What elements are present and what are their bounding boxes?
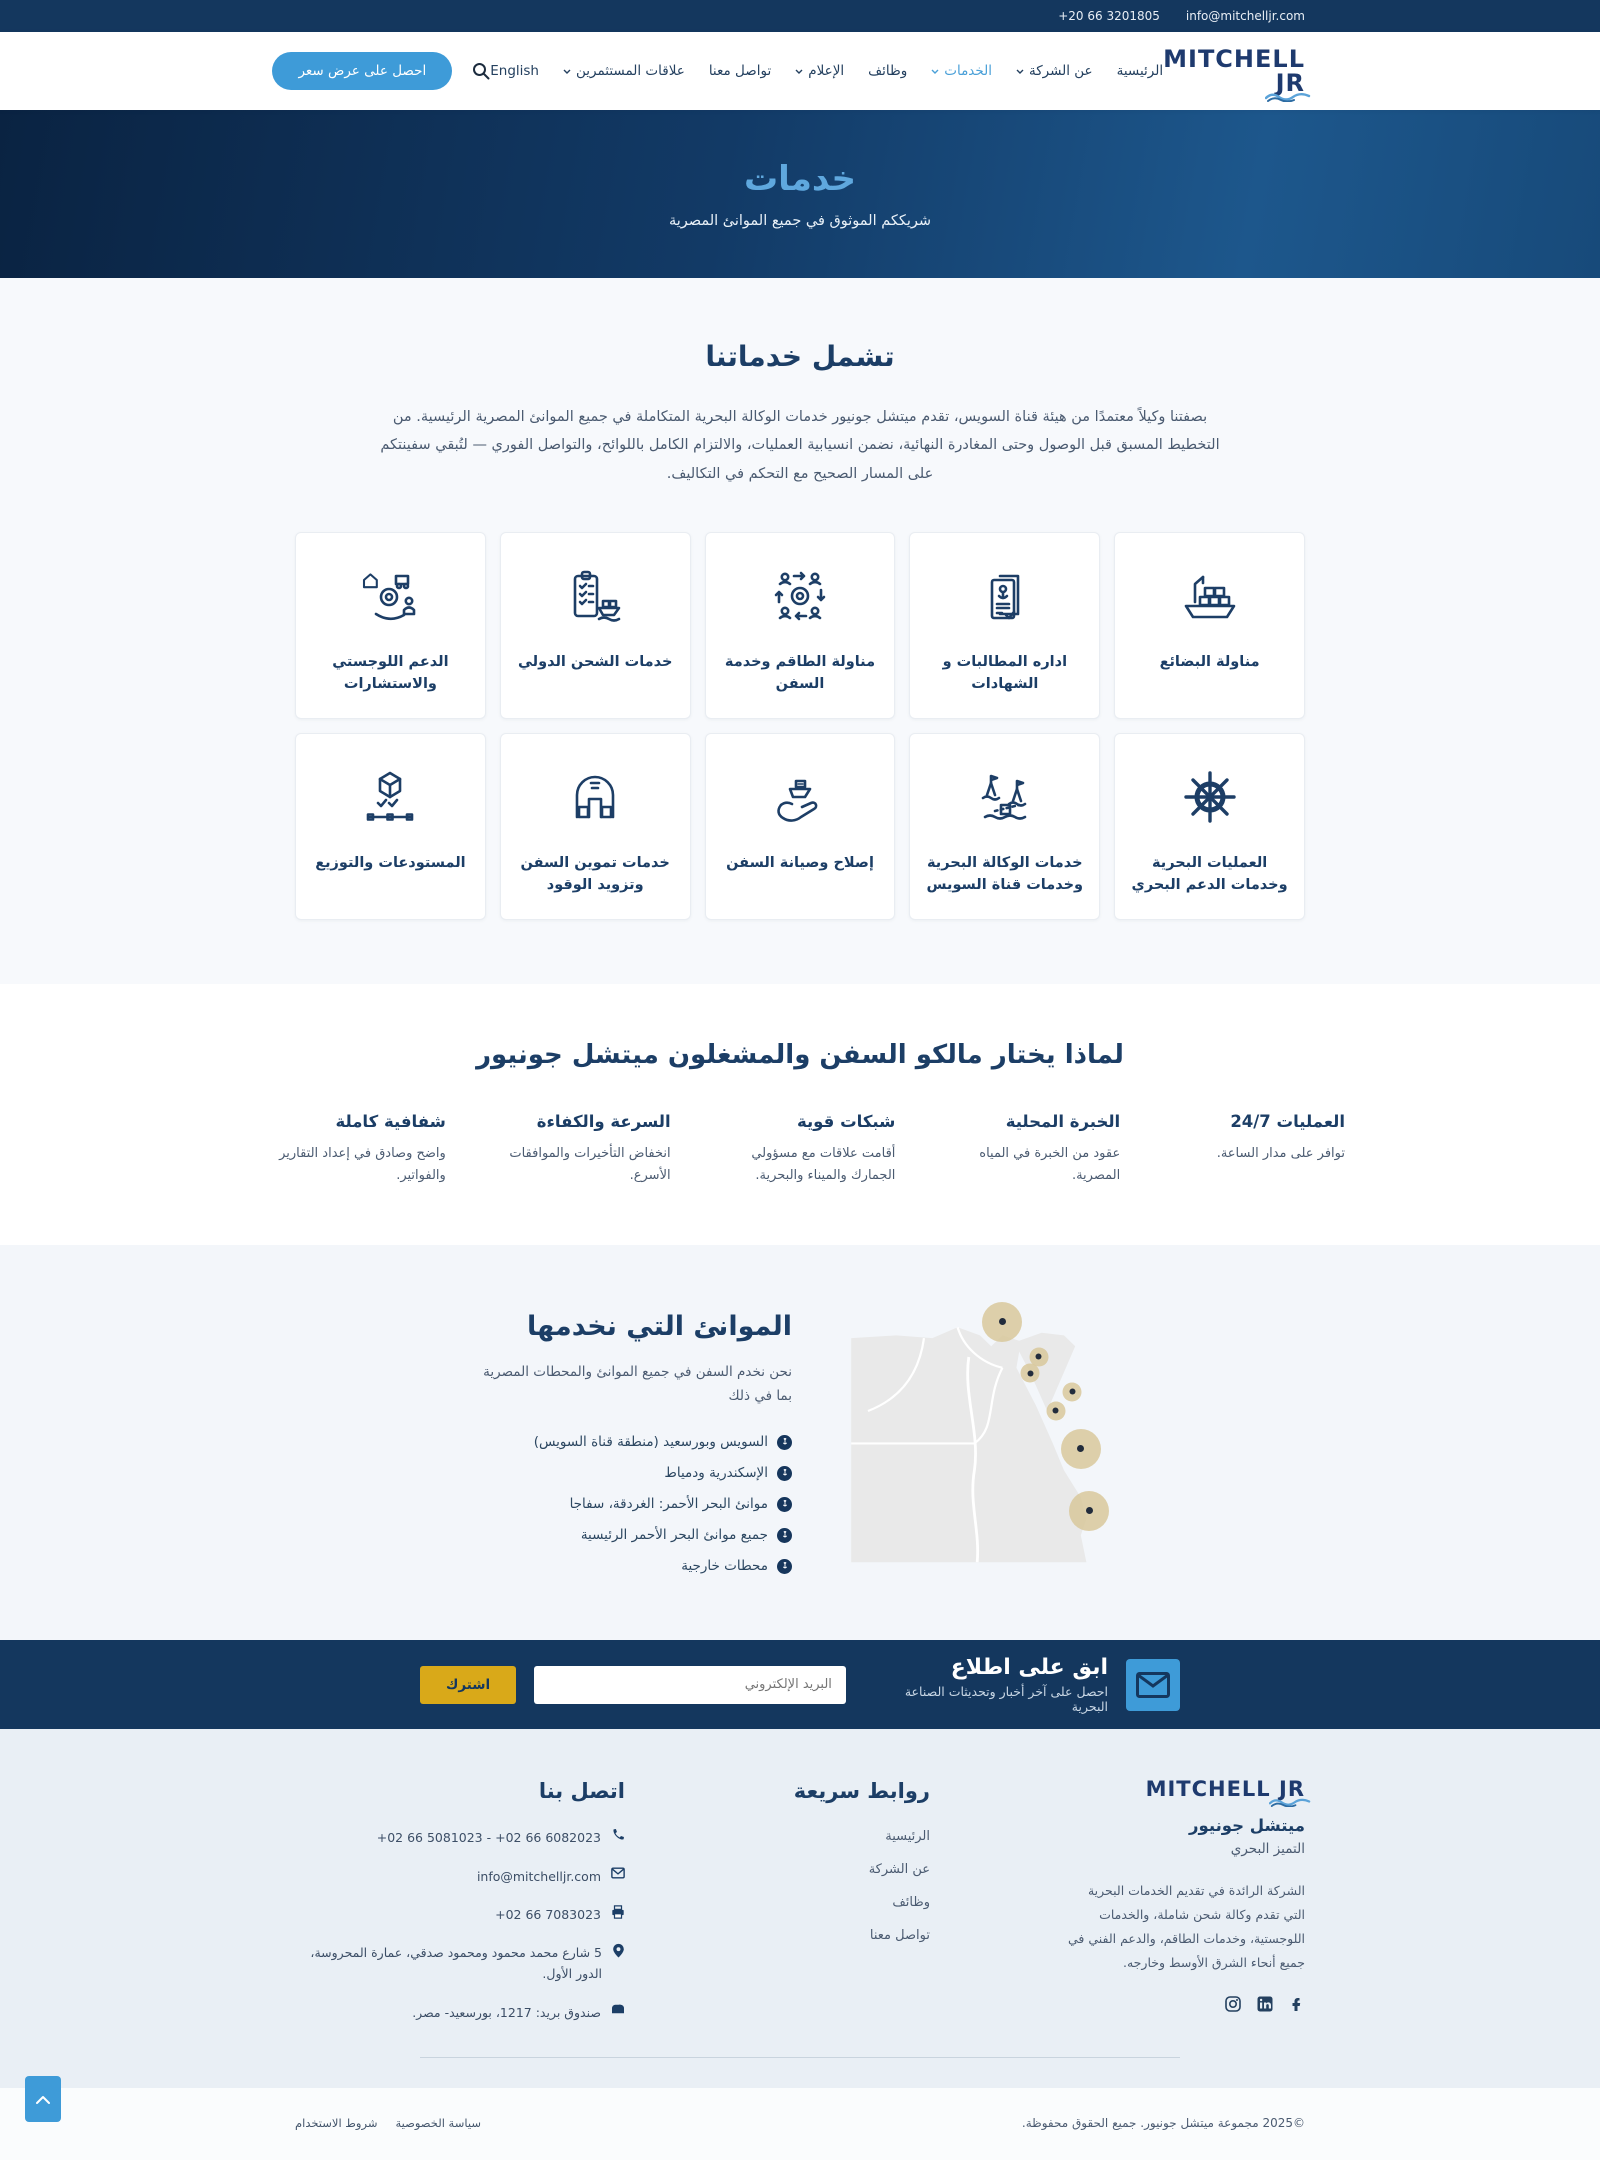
- port-list-item: الإسكندرية ودمياط: [480, 1465, 792, 1481]
- port-marker: [1063, 1382, 1082, 1401]
- fax-icon: [611, 1905, 625, 1919]
- footer-links-column: [760, 1779, 930, 1957]
- logistics-consulting-icon: [358, 564, 422, 628]
- footer-logo-text: MITCHELL JR: [1145, 1777, 1305, 1802]
- why-choose-section: [0, 984, 1600, 1245]
- social-links: [1065, 1996, 1305, 2012]
- ship-helm-icon: [1178, 765, 1242, 829]
- port-marker: [1069, 1491, 1109, 1531]
- canal-agency-icon: [973, 765, 1037, 829]
- footer-link-careers[interactable]: وظائف: [892, 1895, 930, 1911]
- footer-logo[interactable]: [1065, 1779, 1305, 1800]
- nav-media[interactable]: الإعلام: [795, 63, 844, 79]
- ports-intro: نحن نخدم السفن في جميع الموانئ والمحطات المصرية بما في ذلك: [483, 1363, 792, 1405]
- service-cards-grid: [295, 532, 1305, 920]
- international-freight-icon: [563, 564, 627, 628]
- anchor-bullet-icon: [777, 1435, 792, 1450]
- chevron-down-icon: [931, 69, 939, 74]
- nav-investor-relations[interactable]: علاقات المستثمرين: [563, 63, 685, 79]
- footer-tagline: التميز البحري: [1230, 1841, 1305, 1858]
- features-grid: [255, 1112, 1345, 1187]
- footer-company-name: ميتشل جونيور: [1189, 1816, 1305, 1836]
- port-marker: [982, 1302, 1022, 1342]
- email-icon: [611, 1867, 625, 1879]
- feature-speed-efficiency: السرعة والكفاءة انخفاض التأخيرات والموافقات الأسرع.: [509, 1111, 671, 1183]
- instagram-icon[interactable]: [1225, 1996, 1241, 2012]
- scroll-to-top-button[interactable]: [25, 2076, 61, 2122]
- facebook-icon[interactable]: [1289, 1996, 1305, 2012]
- logo-text: MITCHELL JR: [1163, 45, 1305, 97]
- service-card-claims-certificates[interactable]: اداره المطالبات و الشهادات: [909, 532, 1100, 719]
- bunkering-icon: [563, 765, 627, 829]
- subscribe-button[interactable]: اشترك: [420, 1666, 516, 1704]
- chevron-down-icon: [563, 69, 571, 74]
- contact-phone-row: +02 66 5081023 - +02 66 6082023: [295, 1827, 625, 1848]
- header: [0, 32, 1600, 110]
- envelope-icon: [1126, 1659, 1180, 1711]
- anchor-bullet-icon: [777, 1466, 792, 1481]
- service-card-warehouse-distribution[interactable]: المستودعات والتوزيع: [295, 733, 486, 920]
- topbar: [0, 0, 1600, 32]
- topbar-email[interactable]: info@mitchelljr.com: [1185, 9, 1305, 23]
- search-button[interactable]: [472, 62, 490, 80]
- service-card-ship-repair[interactable]: إصلاح وصيانة السفن: [705, 733, 896, 920]
- why-heading: لماذا يختار مالكو السفن والمشغلون ميتشل جونيور: [476, 1039, 1124, 1070]
- service-card-international-freight[interactable]: خدمات الشحن الدولي: [500, 532, 691, 719]
- anchor-bullet-icon: [777, 1497, 792, 1512]
- copyright-text: ©2025 مجموعة ميتشل جونيور. جميع الحقوق محفوظة.: [1021, 2115, 1305, 2130]
- contact-pobox-row: صندوق بريد: 1217، بورسعيد- مصر.: [295, 2002, 625, 2023]
- contact-fax-row: +02 66 7083023: [295, 1904, 625, 1925]
- chevron-up-icon: [36, 2095, 50, 2104]
- port-marker: [1061, 1429, 1101, 1469]
- service-card-bunkering[interactable]: خدمات تموين السفن وتزويد الوقود: [500, 733, 691, 920]
- newsletter-bar: [0, 1640, 1600, 1729]
- cargo-ship-icon: [1178, 564, 1242, 628]
- port-list: [480, 1434, 792, 1574]
- newsletter-email-input[interactable]: [534, 1666, 846, 1704]
- terms-of-use-link[interactable]: شروط الاستخدام: [295, 2115, 378, 2130]
- port-list-item: محطات خارجية: [480, 1558, 792, 1574]
- newsletter-subtitle: احصل على آخر أخبار وتحديثات الصناعة البحرية: [904, 1684, 1108, 1715]
- contact-address-row: 5 شارع محمد محمود ومحمود صدقي، عمارة المحروسة، الدور الأول.: [295, 1942, 625, 1985]
- footer-contact-column: [295, 1779, 625, 2023]
- footer-divider: [420, 2057, 1180, 2058]
- main-nav: [490, 63, 1163, 79]
- feature-operations-247: العمليات 24/7 توافر على مدار الساعة.: [1216, 1111, 1345, 1161]
- nav-contact[interactable]: تواصل معنا: [708, 63, 772, 79]
- port-list-item: السويس وبورسعيد (منطقة قناة السويس): [480, 1434, 792, 1450]
- nav-careers[interactable]: وظائف: [868, 63, 908, 79]
- ports-heading: الموانئ التي نخدمها: [527, 1310, 792, 1342]
- anchor-bullet-icon: [777, 1528, 792, 1543]
- logo[interactable]: [1163, 47, 1305, 95]
- quick-links-heading: روابط سريعة: [793, 1779, 930, 1804]
- feature-full-transparency: شفافية كاملة واضح وصادق في إعداد التقارير والفواتير.: [279, 1111, 446, 1183]
- nav-about[interactable]: عن الشركة: [1016, 63, 1093, 79]
- logo-wave-icon: [1269, 1796, 1311, 1807]
- footer-link-about[interactable]: عن الشركة: [868, 1862, 930, 1878]
- get-quote-button[interactable]: احصل على عرض سعر: [272, 52, 452, 90]
- service-card-marine-operations[interactable]: العمليات البحرية وخدمات الدعم البحري: [1114, 733, 1305, 920]
- port-list-item: جميع موانئ البحر الأحمر الرئيسية: [480, 1527, 792, 1543]
- footer-link-home[interactable]: الرئيسية: [885, 1829, 930, 1845]
- footer-brand-column: [1065, 1779, 1305, 2012]
- hero-banner: [0, 110, 1600, 278]
- services-heading: تشمل خدماتنا: [705, 340, 895, 373]
- egypt-ports-map: [840, 1303, 1120, 1573]
- footer-description: الشركة الرائدة في تقديم الخدمات البحرية التي تقدم وكالة شحن شاملة، والخدمات اللوجستية، وخدمات الطاقم، والدعم الفني في جميع أنحاء الشرق الأوسط وخارجه.: [1067, 1883, 1305, 1970]
- nav-language[interactable]: English: [490, 63, 539, 79]
- logo-wave-icon: [1265, 90, 1311, 102]
- feature-local-expertise: الخبرة المحلية عقود من الخبرة في المياه المصرية.: [979, 1111, 1121, 1183]
- anchor-bullet-icon: [777, 1559, 792, 1574]
- nav-services[interactable]: الخدمات: [931, 63, 992, 79]
- ship-repair-icon: [768, 765, 832, 829]
- port-marker: [1021, 1364, 1040, 1383]
- services-intro: بصفتنا وكيلاً معتمدًا من هيئة قناة السويس، تقدم ميتشل جونيور خدمات الوكالة البحرية المتكاملة في جميع الموانئ المصرية الرئيسية. من التخطيط المسبق قبل الوصول وحتى المغادرة النهائية، نضمن انسيابية العمليات، والالتزام الكامل باللوائح، والتواصل الفوري — لتُبقي سفينتكم على المسار الصحيح مع التحكم في التكاليف.: [380, 409, 1220, 482]
- claims-certificates-icon: [973, 564, 1037, 628]
- crew-handling-icon: [768, 564, 832, 628]
- hero-subtitle: شريككم الموثوق في جميع الموانئ المصرية: [668, 213, 932, 229]
- footer-link-contact[interactable]: تواصل معنا: [869, 1928, 930, 1944]
- port-list-item: موانئ البحر الأحمر: الغردقة، سفاجا: [480, 1496, 792, 1512]
- feature-strong-networks: شبكات قوية أقامت علاقات مع مسؤولي الجمارك والميناء والبحرية.: [751, 1111, 896, 1183]
- privacy-policy-link[interactable]: سياسة الخصوصية: [395, 2115, 481, 2130]
- port-marker: [1046, 1401, 1065, 1420]
- newsletter-title: ابق على اطلاع: [950, 1655, 1108, 1681]
- page-title: خدمات: [743, 159, 857, 199]
- chevron-down-icon: [1016, 69, 1024, 74]
- contact-email-row: info@mitchelljr.com: [295, 1866, 625, 1887]
- service-card-crew-handling[interactable]: مناولة الطاقم وخدمة السفن: [705, 532, 896, 719]
- contact-heading: اتصل بنا: [538, 1779, 625, 1804]
- ports-section: [0, 1245, 1600, 1641]
- footer: [0, 1729, 1600, 2088]
- chevron-down-icon: [795, 69, 803, 74]
- bottom-bar: [0, 2088, 1600, 2160]
- service-card-logistics-consulting[interactable]: الدعم اللوجستي والاستشارات: [295, 532, 486, 719]
- services-section: [0, 278, 1600, 984]
- warehouse-distribution-icon: [358, 765, 422, 829]
- nav-home[interactable]: الرئيسية: [1116, 63, 1164, 79]
- linkedin-icon[interactable]: [1257, 1996, 1273, 2012]
- service-card-canal-agency[interactable]: خدمات الوكالة البحرية وخدمات قناة السويس: [909, 733, 1100, 920]
- service-card-cargo-handling[interactable]: مناولة البضائع: [1114, 532, 1305, 719]
- phone-icon: [611, 1828, 625, 1842]
- topbar-phone[interactable]: +20 66 3201805: [1058, 9, 1160, 23]
- mailbox-icon: [611, 2003, 625, 2015]
- location-pin-icon: [612, 1943, 625, 1958]
- search-icon: [472, 62, 490, 80]
